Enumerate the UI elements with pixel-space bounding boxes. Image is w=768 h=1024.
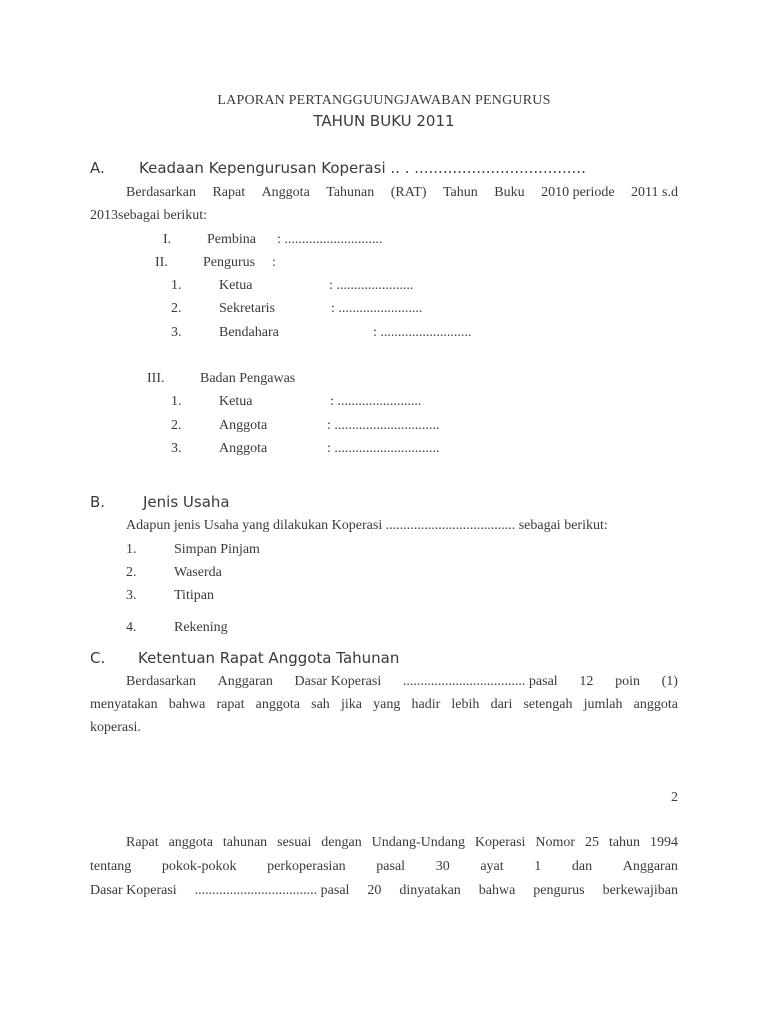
pengurus-number: II.	[155, 255, 168, 270]
word: menyatakan	[90, 697, 158, 712]
word: 1	[534, 859, 542, 874]
continuation-line-3	[90, 883, 678, 899]
word: tahunan	[222, 835, 268, 850]
word: dari	[490, 697, 513, 712]
section-b-letter: B.	[90, 493, 106, 511]
word: Nomor	[535, 835, 576, 850]
usaha-item-label: Rekening	[174, 620, 228, 635]
word: anggota	[633, 697, 678, 712]
pengawas-item-value: : ..............................	[327, 441, 440, 456]
word: anggota	[255, 697, 300, 712]
pengurus-item-label: Sekretaris	[219, 301, 275, 316]
word: 20	[367, 883, 382, 898]
section-c-line-2	[90, 697, 678, 713]
word: Anggaran	[622, 859, 678, 874]
page-number: 2	[671, 790, 678, 805]
word: poin	[615, 674, 640, 689]
word: bahwa	[478, 883, 516, 898]
word: Koperasi	[474, 835, 526, 850]
usaha-item-label: Simpan Pinjam	[174, 542, 260, 557]
word: berkewajiban	[602, 883, 678, 898]
word: pengurus	[533, 883, 585, 898]
usaha-item-number: 2.	[126, 565, 137, 580]
document-subtitle: TAHUN BUKU 2011	[313, 112, 455, 130]
section-c-letter: C.	[90, 649, 106, 667]
word: 2011 s.d	[631, 185, 678, 200]
word: jika	[340, 697, 362, 712]
pembina-number: I.	[163, 232, 172, 247]
section-c-line-3: koperasi.	[90, 720, 141, 735]
word: Berdasarkan	[126, 185, 196, 200]
word: setengah	[523, 697, 573, 712]
word: yang	[373, 697, 401, 712]
word: perkoperasian	[267, 859, 346, 874]
pengawas-item-number: 3.	[171, 441, 182, 456]
pengurus-item-number: 3.	[171, 325, 182, 340]
document-title: LAPORAN PERTANGGUUNGJAWABAN PENGURUS	[217, 93, 551, 108]
word: sah	[311, 697, 330, 712]
word: lebih	[451, 697, 480, 712]
pengawas-item-value: : ..............................	[327, 418, 440, 433]
word: 2010 periode	[541, 185, 615, 200]
word: Rapat	[212, 185, 246, 200]
pengawas-item-value: : ........................	[330, 394, 422, 409]
word: (RAT)	[390, 185, 427, 200]
section-a-intro-line-2: 2013sebagai berikut:	[90, 208, 208, 223]
word: Anggota	[261, 185, 310, 200]
pengawas-item-label: Ketua	[219, 394, 253, 409]
word: dan	[571, 859, 593, 874]
word: ayat	[480, 859, 504, 874]
word: 1994	[649, 835, 678, 850]
pengawas-label: Badan Pengawas	[200, 371, 296, 386]
pengurus-item-number: 1.	[171, 278, 182, 293]
pengurus-item-value: : ......................	[329, 278, 414, 293]
pengurus-item-value: : ..........................	[373, 325, 472, 340]
pengurus-label: Pengurus	[203, 255, 256, 270]
word: Berdasarkan	[126, 674, 196, 689]
word: 12	[579, 674, 594, 689]
word: Tahunan	[326, 185, 375, 200]
continuation-line-2	[90, 859, 678, 875]
word: rapat	[216, 697, 245, 712]
word: Dasar Koperasi	[294, 674, 382, 689]
section-a-title: Keadaan Kepengurusan Koperasi .. . ....................................	[139, 159, 586, 177]
word: dengan	[321, 835, 362, 850]
usaha-item-number: 1.	[126, 542, 137, 557]
pengurus-item-label: Ketua	[219, 278, 253, 293]
word: dinyatakan	[399, 883, 461, 898]
word: (1)	[661, 674, 678, 689]
section-b-title: Jenis Usaha	[143, 493, 230, 511]
pengurus-item-value: : ........................	[331, 301, 423, 316]
pembina-value: : ............................	[277, 232, 383, 247]
section-a-letter: A.	[90, 159, 105, 177]
word: ................................... pasal	[194, 883, 350, 898]
word: bahwa	[168, 697, 206, 712]
word: hadir	[411, 697, 441, 712]
pengawas-item-label: Anggota	[219, 418, 268, 433]
continuation-line-1	[126, 835, 678, 851]
usaha-item-number: 3.	[126, 588, 137, 603]
section-a-intro-line-1	[126, 185, 678, 201]
usaha-item-label: Waserda	[174, 565, 222, 580]
word: jumlah	[583, 697, 623, 712]
pengawas-item-number: 1.	[171, 394, 182, 409]
pembina-label: Pembina	[207, 232, 256, 247]
word: Dasar Koperasi	[90, 883, 177, 898]
word: 25	[585, 835, 599, 850]
word: Rapat	[126, 835, 159, 850]
word: Anggaran	[217, 674, 273, 689]
pengawas-number: III.	[147, 371, 165, 386]
word: ................................... pasal	[402, 674, 558, 689]
section-c-line-1	[126, 674, 678, 690]
pengawas-item-number: 2.	[171, 418, 182, 433]
word: Tahun	[442, 185, 478, 200]
word: 30	[435, 859, 450, 874]
word: Undang-Undang	[371, 835, 465, 850]
section-c-title: Ketentuan Rapat Anggota Tahunan	[138, 649, 400, 667]
pengurus-item-label: Bendahara	[219, 325, 279, 340]
word: Buku	[494, 185, 525, 200]
word: sesuai	[277, 835, 312, 850]
word: anggota	[168, 835, 213, 850]
section-b-intro: Adapun jenis Usaha yang dilakukan Koperasi ..................................... sebagai berikut:	[126, 518, 608, 533]
usaha-item-number: 4.	[126, 620, 137, 635]
pengurus-colon: :	[272, 255, 276, 270]
word: tentang	[90, 859, 132, 874]
pengawas-item-label: Anggota	[219, 441, 268, 456]
word: tahun	[608, 835, 641, 850]
pengurus-item-number: 2.	[171, 301, 182, 316]
usaha-item-label: Titipan	[174, 588, 214, 603]
word: pasal	[376, 859, 406, 874]
word: pokok-pokok	[161, 859, 237, 874]
